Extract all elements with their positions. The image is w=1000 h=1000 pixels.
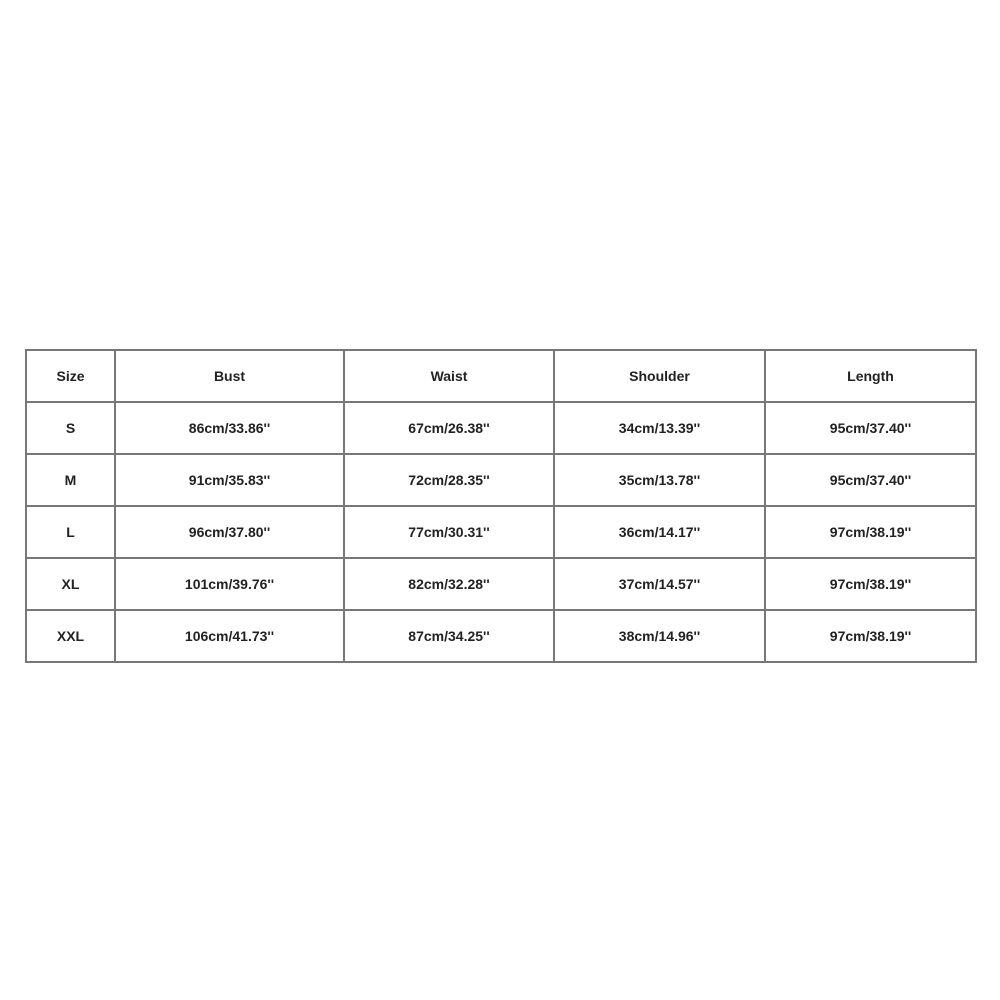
header-cell-length: Length — [765, 350, 976, 402]
table-row — [26, 506, 976, 558]
header-cell-waist: Waist — [344, 350, 554, 402]
waist-cell: 72cm/28.35'' — [344, 454, 554, 506]
header-cell-bust: Bust — [115, 350, 344, 402]
size-cell: XXL — [26, 610, 115, 662]
size-cell: XL — [26, 558, 115, 610]
bust-cell: 91cm/35.83'' — [115, 454, 344, 506]
table-row — [26, 610, 976, 662]
shoulder-cell: 38cm/14.96'' — [554, 610, 765, 662]
shoulder-cell: 36cm/14.17'' — [554, 506, 765, 558]
table-row — [26, 558, 976, 610]
length-cell: 97cm/38.19'' — [765, 610, 976, 662]
size-cell: M — [26, 454, 115, 506]
length-cell: 95cm/37.40'' — [765, 402, 976, 454]
header-cell-size: Size — [26, 350, 115, 402]
table-row — [26, 402, 976, 454]
length-cell: 97cm/38.19'' — [765, 506, 976, 558]
shoulder-cell: 37cm/14.57'' — [554, 558, 765, 610]
size-cell: L — [26, 506, 115, 558]
table-row — [26, 454, 976, 506]
header-cell-shoulder: Shoulder — [554, 350, 765, 402]
waist-cell: 67cm/26.38'' — [344, 402, 554, 454]
waist-cell: 87cm/34.25'' — [344, 610, 554, 662]
waist-cell: 77cm/30.31'' — [344, 506, 554, 558]
length-cell: 95cm/37.40'' — [765, 454, 976, 506]
waist-cell: 82cm/32.28'' — [344, 558, 554, 610]
shoulder-cell: 35cm/13.78'' — [554, 454, 765, 506]
size-cell: S — [26, 402, 115, 454]
bust-cell: 106cm/41.73'' — [115, 610, 344, 662]
bust-cell: 101cm/39.76'' — [115, 558, 344, 610]
header-row — [26, 350, 976, 402]
bust-cell: 96cm/37.80'' — [115, 506, 344, 558]
length-cell: 97cm/38.19'' — [765, 558, 976, 610]
shoulder-cell: 34cm/13.39'' — [554, 402, 765, 454]
size-chart-table — [25, 349, 977, 663]
bust-cell: 86cm/33.86'' — [115, 402, 344, 454]
